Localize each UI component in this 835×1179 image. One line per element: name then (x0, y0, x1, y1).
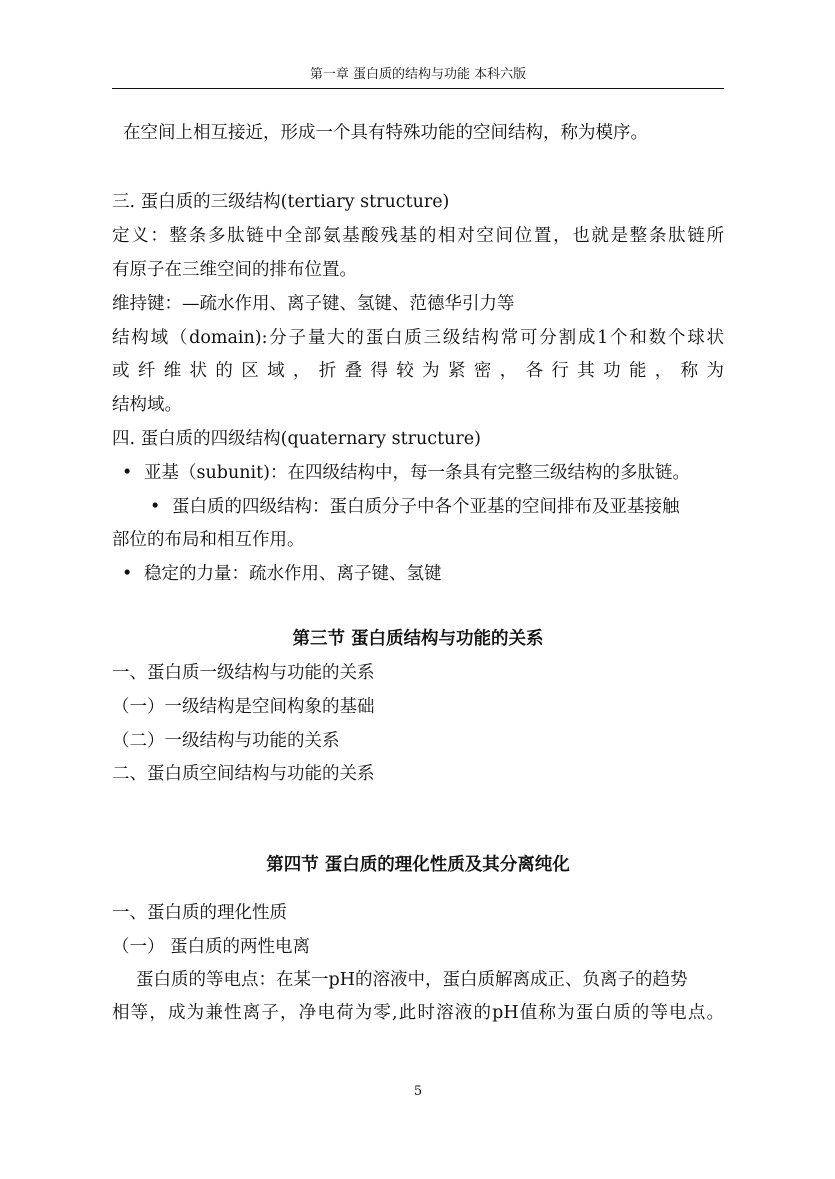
section-title-3: 第三节 蛋白质结构与功能的关系 (292, 629, 544, 649)
text-line: 结构域。 (112, 395, 182, 415)
text-line: 相等，成为兼性离子，净电荷为零,此时溶液的pH值称为蛋白质的等电点。 (112, 1003, 724, 1023)
text-line: 结构域（domain):分子量大的蛋白质三级结构常可分割成1个和数个球状 (112, 328, 724, 348)
text-line: （二）一级结构与功能的关系 (112, 731, 340, 751)
section-title-4: 第四节 蛋白质的理化性质及其分离纯化 (266, 855, 570, 875)
text-line: （一）一级结构是空间构象的基础 (112, 697, 375, 717)
running-header: 第一章 蛋白质的结构与功能 本科六版 (309, 67, 527, 82)
bullet-item: • 蛋白质的四级结构：蛋白质分子中各个亚基的空间排布及亚基接触 (150, 495, 680, 519)
page-number: 5 (413, 1084, 423, 1099)
text-line: 蛋白质的等电点：在某一pH的溶液中，蛋白质解离成正、负离子的趋势 (136, 970, 688, 990)
section-heading-quaternary: 四. 蛋白质的四级结构(quaternary structure) (112, 429, 481, 449)
text-line: 维持键：—疏水作用、离子键、氢键、范德华引力等 (112, 294, 515, 314)
text-line: 定义：整条多肽链中全部氨基酸残基的相对空间位置，也就是整条肽链所 (112, 226, 724, 246)
text-line: 部位的布局和相互作用。 (112, 530, 305, 550)
text-line: 在空间上相互接近，形成一个具有特殊功能的空间结构，称为模序。 (123, 123, 648, 143)
header-rule (112, 88, 724, 89)
text-line: （一） 蛋白质的两性电离 (112, 937, 311, 957)
text-line: 有原子在三维空间的排布位置。 (112, 260, 357, 280)
text-line: 或纤维状的区域，折叠得较为紧密，各行其功能，称为 (112, 361, 724, 381)
bullet-item: • 亚基（subunit)：在四级结构中，每一条具有完整三级结构的多肽链。 (122, 461, 690, 485)
section-heading-tertiary: 三. 蛋白质的三级结构(tertiary structure) (112, 192, 450, 212)
text-line: 一、蛋白质的理化性质 (112, 903, 287, 923)
text-line: 一、蛋白质一级结构与功能的关系 (112, 663, 375, 683)
text-line: 二、蛋白质空间结构与功能的关系 (112, 764, 375, 784)
bullet-item: • 稳定的力量：疏水作用、离子键、氢键 (122, 562, 442, 586)
